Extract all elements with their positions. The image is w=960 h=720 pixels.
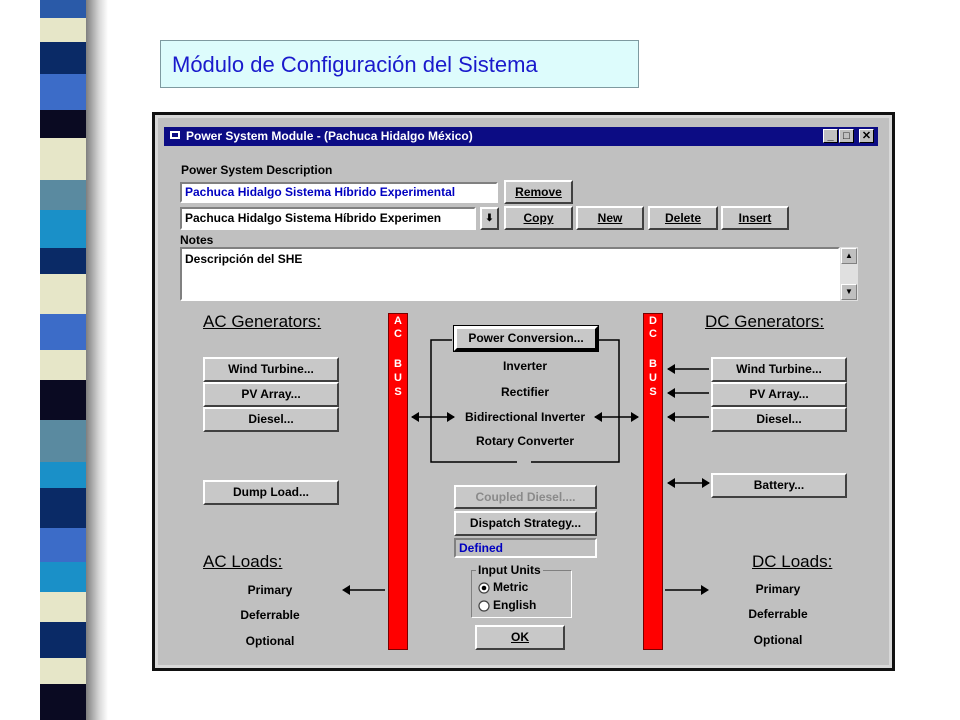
ac-primary-load: Primary [247,583,293,597]
arrow-icon [667,478,675,488]
arrow-icon [667,412,675,422]
rotary-converter-label: Rotary Converter [475,434,575,448]
ac-bus-letter: C [394,328,402,340]
metric-radio[interactable] [478,580,568,596]
arrow-icon [411,412,419,422]
arrow-icon [667,388,675,398]
arrow-icon [701,585,709,595]
ac-bus-letter: A [394,315,402,327]
arrow-icon [667,364,675,374]
new-label: New [597,211,623,225]
notes-label: Notes [180,233,214,247]
remove-label: Remove [515,185,562,199]
dc-deferrable-load: Deferrable [748,607,808,621]
insert-label: Insert [738,211,772,225]
dc-primary-load: Primary [755,582,801,596]
scroll-up-icon[interactable]: ▲ [841,248,857,264]
dc-bus-letter: U [649,372,657,384]
dc-optional-load: Optional [753,633,803,647]
copy-label: Copy [523,211,554,225]
power-conversion-button[interactable]: Power Conversion... [454,326,598,351]
arrow-icon [702,478,710,488]
ok-label: OK [511,630,529,644]
dump-load-button[interactable]: Dump Load... [203,480,339,505]
ac-deferrable-load: Deferrable [240,608,300,622]
dispatch-value-field: Defined [454,538,597,558]
dc-wind-turbine-button[interactable]: Wind Turbine... [711,357,847,382]
maximize-button[interactable]: □ [839,129,854,143]
rectifier-label: Rectifier [500,385,550,399]
window-title: Power System Module - (Pachuca Hidalgo México) [186,129,473,143]
dc-loads-heading: DC Loads: [752,552,833,571]
minimize-button[interactable]: _ [823,129,838,143]
ac-bus-letter: B [394,358,402,370]
ac-diesel-button[interactable]: Diesel... [203,407,339,432]
dc-bus-letter: D [649,315,657,327]
description-selected-field[interactable]: Pachuca Hidalgo Sistema Híbrido Experimental [180,182,498,203]
dc-diesel-button[interactable]: Diesel... [711,407,847,432]
power-system-description-label: Power System Description [181,163,333,177]
delete-label: Delete [664,211,702,225]
arrow-icon [594,412,602,422]
close-button[interactable]: ✕ [859,129,874,143]
english-label: English [493,598,537,612]
dropdown-arrow-icon[interactable]: ⬇ [480,207,499,230]
ac-generators-heading: AC Generators: [203,312,322,331]
arrow-icon [447,412,455,422]
battery-button[interactable]: Battery... [711,473,847,498]
radio-selected-icon [478,582,490,594]
arrow-icon [342,585,350,595]
inverter-label: Inverter [502,359,548,373]
scroll-down-icon[interactable]: ▼ [841,284,857,300]
slide-title: Módulo de Configuración del Sistema [160,40,639,88]
dc-bus-letter: C [649,328,657,340]
dc-generators-heading: DC Generators: [705,312,825,331]
input-units-label: Input Units [478,563,541,577]
dc-bus-letter: B [649,358,657,370]
description-dropdown[interactable]: Pachuca Hidalgo Sistema Híbrido Experimen [180,207,476,230]
dc-bus-letter: S [649,386,657,398]
ok-button[interactable] [475,625,565,650]
english-radio[interactable] [478,598,568,614]
dc-pv-array-button[interactable]: PV Array... [711,382,847,407]
notes-textarea[interactable]: Descripción del SHE [180,247,840,301]
metric-label: Metric [493,580,529,594]
radio-unselected-icon [478,600,490,612]
ac-loads-heading: AC Loads: [203,552,283,571]
ac-bus-letter: S [394,386,402,398]
ac-pv-array-button[interactable]: PV Array... [203,382,339,407]
ac-wind-turbine-button[interactable]: Wind Turbine... [203,357,339,382]
bidirectional-inverter-label: Bidirectional Inverter [464,410,586,424]
arrow-icon [631,412,639,422]
dispatch-strategy-button[interactable]: Dispatch Strategy... [454,511,597,536]
coupled-diesel-button[interactable]: Coupled Diesel.... [454,485,597,509]
ac-bus-letter: U [394,372,402,384]
ac-optional-load: Optional [245,634,295,648]
